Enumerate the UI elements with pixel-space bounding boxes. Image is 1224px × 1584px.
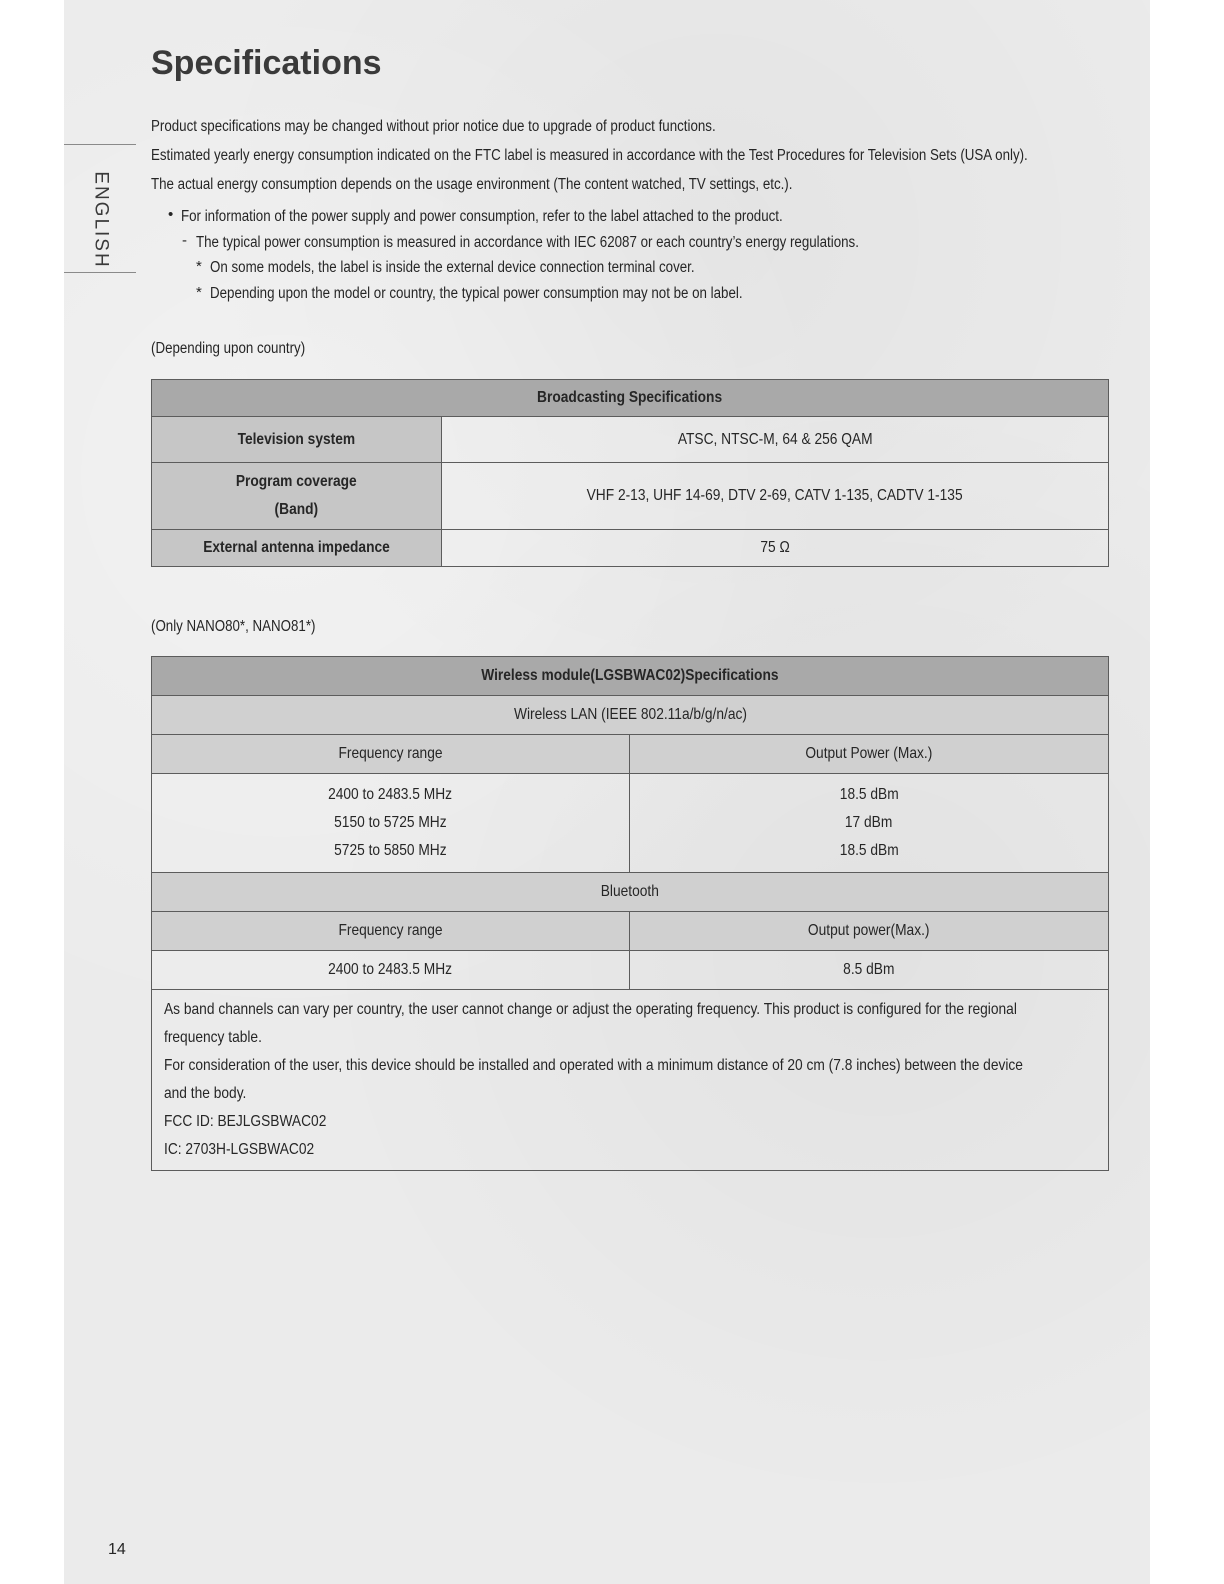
row-label-television-system: Television system — [152, 417, 442, 463]
fcc-id: FCC ID: BEJLGSBWAC02 — [164, 1113, 327, 1130]
asterisk-marker-icon: * — [196, 258, 202, 275]
row-value-television-system: ATSC, NTSC-M, 64 & 256 QAM — [442, 417, 1109, 463]
bluetooth-frequency-value: 2400 to 2483.5 MHz — [152, 951, 630, 990]
distance-note-line-1: For consideration of the user, this device should be installed and operated with a minimum distance of 20 cm (7.8 inches) between the device — [164, 1057, 1023, 1074]
note-power-label: Depending upon the model or country, the typical power consumption may not be on label. — [210, 285, 743, 302]
power-measurement-subpoint: The typical power consumption is measured in accordance with IEC 62087 or each country’s energy regulations. — [196, 234, 859, 251]
table-row — [152, 463, 1109, 530]
language-side-tab — [66, 165, 136, 275]
table-row — [152, 951, 1109, 990]
side-divider-top — [64, 144, 136, 145]
page-number: 14 — [108, 1541, 126, 1558]
wlan-section-title: Wireless LAN (IEEE 802.11a/b/g/n/ac) — [152, 696, 1109, 735]
ic-id: IC: 2703H-LGSBWAC02 — [164, 1141, 315, 1158]
broadcasting-spec-table — [151, 379, 1109, 567]
table-row — [152, 774, 1109, 873]
intro-line-2: Estimated yearly energy consumption indicated on the FTC label is measured in accordance with the Test Procedures for Television Sets (USA only). — [151, 147, 1028, 164]
wlan-frequency-values: 2400 to 2483.5 MHz 5150 to 5725 MHz 5725 to 5850 MHz — [152, 774, 630, 873]
page-title: Specifications — [151, 44, 382, 82]
dash-marker-icon: - — [182, 232, 187, 249]
distance-note-line-2: and the body. — [164, 1085, 247, 1102]
bluetooth-section-title: Bluetooth — [152, 873, 1109, 912]
intro-line-3: The actual energy consumption depends on the usage environment (The content watched, TV settings, etc.). — [151, 176, 793, 193]
frequency-note-line-1: As band channels can vary per country, the user cannot change or adjust the operating frequency. This product is configured for the regional — [164, 1001, 1017, 1018]
row-label-program-coverage: Program coverage (Band) — [152, 463, 442, 530]
bluetooth-frequency-header: Frequency range — [152, 912, 630, 951]
table-row — [152, 417, 1109, 463]
wlan-power-values: 18.5 dBm 17 dBm 18.5 dBm — [630, 774, 1109, 873]
note-label-location: On some models, the label is inside the external device connection terminal cover. — [210, 259, 695, 276]
language-label: ENGLISH — [91, 171, 113, 269]
wlan-frequency-header: Frequency range — [152, 735, 630, 774]
broadcast-caption: (Depending upon country) — [151, 340, 306, 357]
bullet-dot-icon: • — [168, 206, 174, 223]
regulatory-notes — [152, 990, 1109, 1171]
wlan-output-power-header: Output Power (Max.) — [630, 735, 1109, 774]
row-label-antenna-impedance: External antenna impedance — [152, 530, 442, 567]
asterisk-marker-icon: * — [196, 284, 202, 301]
bluetooth-output-power-header: Output power(Max.) — [630, 912, 1109, 951]
side-divider-bottom — [64, 272, 136, 273]
wireless-caption: (Only NANO80*, NANO81*) — [151, 618, 316, 635]
row-value-program-coverage: VHF 2-13, UHF 14-69, DTV 2-69, CATV 1-135, CADTV 1-135 — [442, 463, 1109, 530]
wireless-table-header: Wireless module(LGSBWAC02)Specifications — [152, 657, 1109, 696]
wireless-spec-table — [151, 656, 1109, 1171]
table-row — [152, 530, 1109, 567]
row-value-antenna-impedance: 75 Ω — [442, 530, 1109, 567]
power-info-bullet: For information of the power supply and power consumption, refer to the label attached to the product. — [181, 208, 783, 225]
intro-line-1: Product specifications may be changed without prior notice due to upgrade of product functions. — [151, 118, 716, 135]
bluetooth-power-value: 8.5 dBm — [630, 951, 1109, 990]
broadcast-table-header: Broadcasting Specifications — [152, 380, 1109, 417]
frequency-note-line-2: frequency table. — [164, 1029, 262, 1046]
